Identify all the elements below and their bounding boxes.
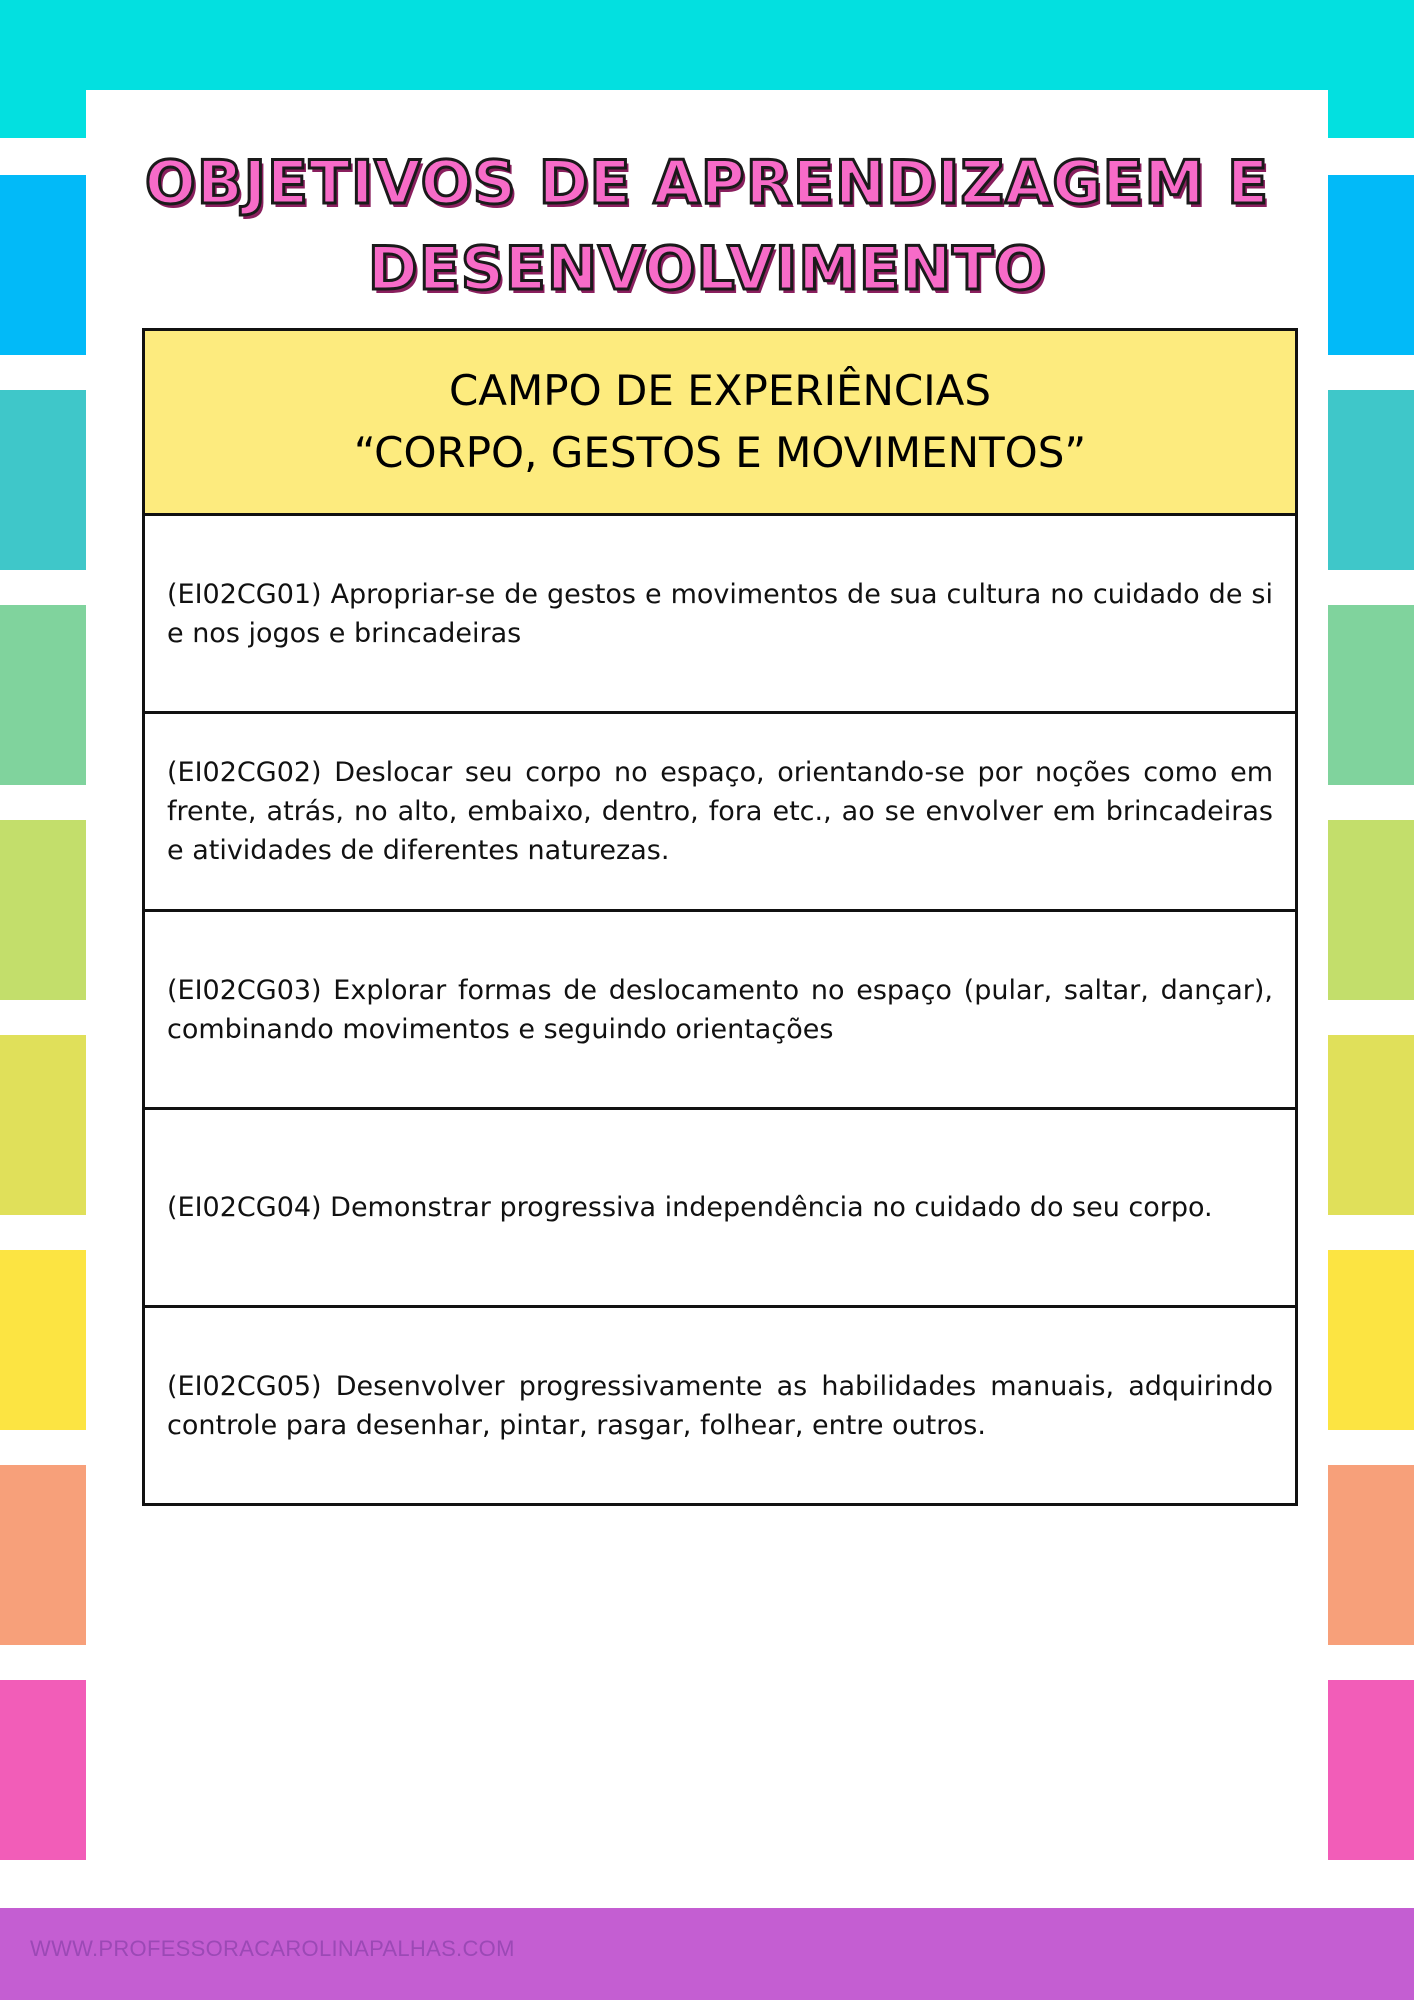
objective-text: (EI02CG03) Explorar formas de deslocamento no espaço (pular, saltar, dançar), combinando movimentos e seguindo orientações xyxy=(167,974,1273,1045)
table-row xyxy=(145,1308,1295,1506)
objective-text: (EI02CG05) Desenvolver progressivamente as habilidades manuais, adquirindo controle para desenhar, pintar, rasgar, folhear, entre outros. xyxy=(167,1370,1273,1441)
content-card xyxy=(86,90,1328,1908)
right-stripe-6 xyxy=(1328,1250,1414,1430)
right-stripe-4 xyxy=(1328,820,1414,1000)
left-stripe-7 xyxy=(0,1465,86,1645)
table-header-line-2: “CORPO, GESTOS E MOVIMENTOS” xyxy=(353,428,1087,477)
objective-text: (EI02CG01) Apropriar-se de gestos e movimentos de sua cultura no cuidado de si e nos jogos e brincadeiras xyxy=(167,578,1273,649)
page-title xyxy=(86,140,1328,312)
left-stripe-8 xyxy=(0,1680,86,1860)
table-row xyxy=(145,714,1295,912)
right-stripe-2 xyxy=(1328,390,1414,570)
page-title-line-1: OBJETIVOS DE APRENDIZAGEM E xyxy=(144,148,1270,218)
right-stripe-3 xyxy=(1328,605,1414,785)
table-header xyxy=(145,331,1295,516)
right-stripe-5 xyxy=(1328,1035,1414,1215)
table-header-line-1: CAMPO DE EXPERIÊNCIAS xyxy=(448,366,992,415)
right-stripe-7 xyxy=(1328,1465,1414,1645)
objectives-table xyxy=(142,328,1298,1506)
left-stripe-5 xyxy=(0,1035,86,1215)
right-stripe-8 xyxy=(1328,1680,1414,1860)
left-stripe-3 xyxy=(0,605,86,785)
left-stripe-4 xyxy=(0,820,86,1000)
right-stripe-1 xyxy=(1328,175,1414,355)
table-row xyxy=(145,516,1295,714)
table-row xyxy=(145,912,1295,1110)
page-title-line-2: DESENVOLVIMENTO xyxy=(367,234,1047,304)
table-row xyxy=(145,1110,1295,1308)
objective-text: (EI02CG02) Deslocar seu corpo no espaço, orientando-se por noções como em frente, atrás, no alto, embaixo, dentro, fora etc., ao se envolver em brincadeiras e atividades de diferentes naturezas. xyxy=(167,757,1273,866)
left-stripe-6 xyxy=(0,1250,86,1430)
website-url[interactable]: WWW.PROFESSORACAROLINAPALHAS.COM xyxy=(30,1936,515,1961)
objective-text: (EI02CG04) Demonstrar progressiva independência no cuidado do seu corpo. xyxy=(167,1192,1213,1223)
left-stripe-2 xyxy=(0,390,86,570)
left-stripe-1 xyxy=(0,175,86,355)
